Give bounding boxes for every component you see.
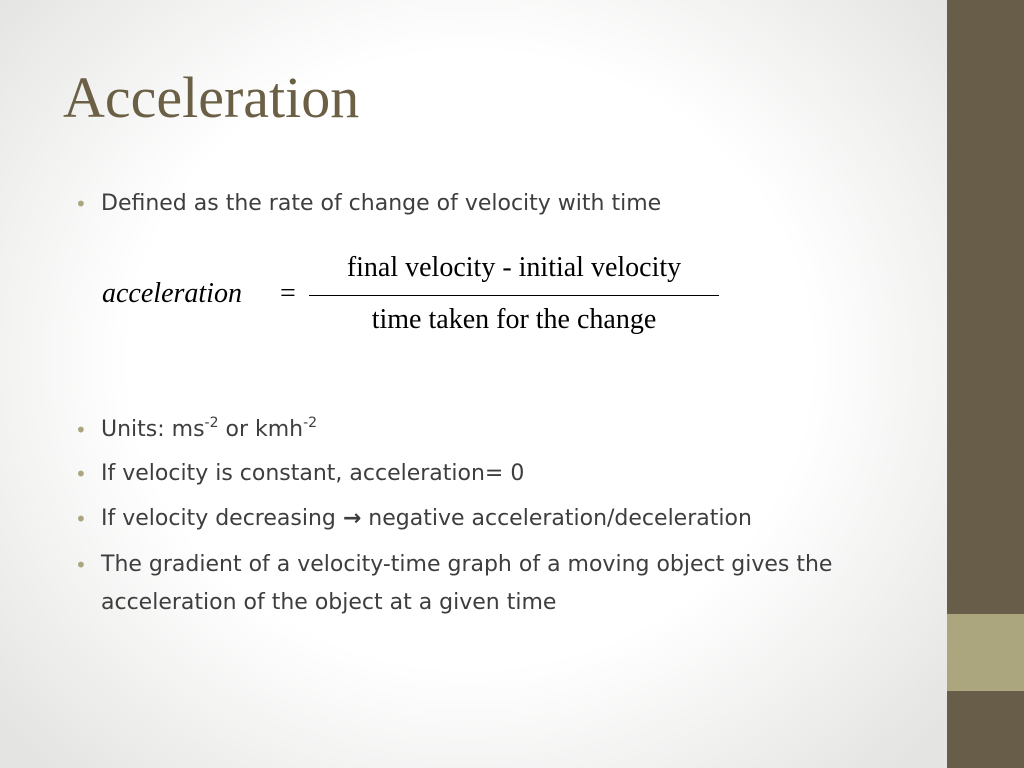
bullet-text [101,500,895,538]
formula-numerator: final velocity - initial velocity [346,252,682,283]
units-exponent-2: -2 [303,415,318,431]
fraction-bar [309,295,719,296]
bullet-marker: • [75,192,87,216]
units-prefix: Units: ms [101,417,205,442]
acceleration-formula [102,252,742,347]
bullet-definition [75,185,895,223]
formula-denominator: time taken for the change [371,304,657,335]
bullet-text: The gradient of a velocity-time graph of a moving object gives the acceleration of the object at a given time [101,552,833,615]
units-exponent-1: -2 [204,415,219,431]
formula-equals: = [280,278,296,309]
bullet-units [75,411,895,449]
bullet-marker: • [75,462,87,486]
bullet-gradient [75,546,895,622]
bullet-text-before: If velocity decreasing [101,506,343,531]
formula-lhs: acceleration [102,278,242,309]
bullet-text: Defined as the rate of change of velocity with time [101,191,662,216]
bullet-text: If velocity is constant, acceleration= 0 [101,461,525,486]
decorative-sidebar-accent [947,614,1024,691]
units-middle: or kmh [218,417,304,442]
right-arrow-icon: → [342,506,362,531]
bullet-text [101,411,895,449]
bullet-marker: • [75,507,87,531]
bullet-constant-velocity [75,455,895,493]
slide-title: Acceleration [63,65,360,130]
bullet-decreasing-velocity [75,500,895,538]
bullet-marker: • [75,553,87,577]
bullet-marker: • [75,418,87,442]
bullet-text-after: negative acceleration/deceleration [361,506,752,531]
